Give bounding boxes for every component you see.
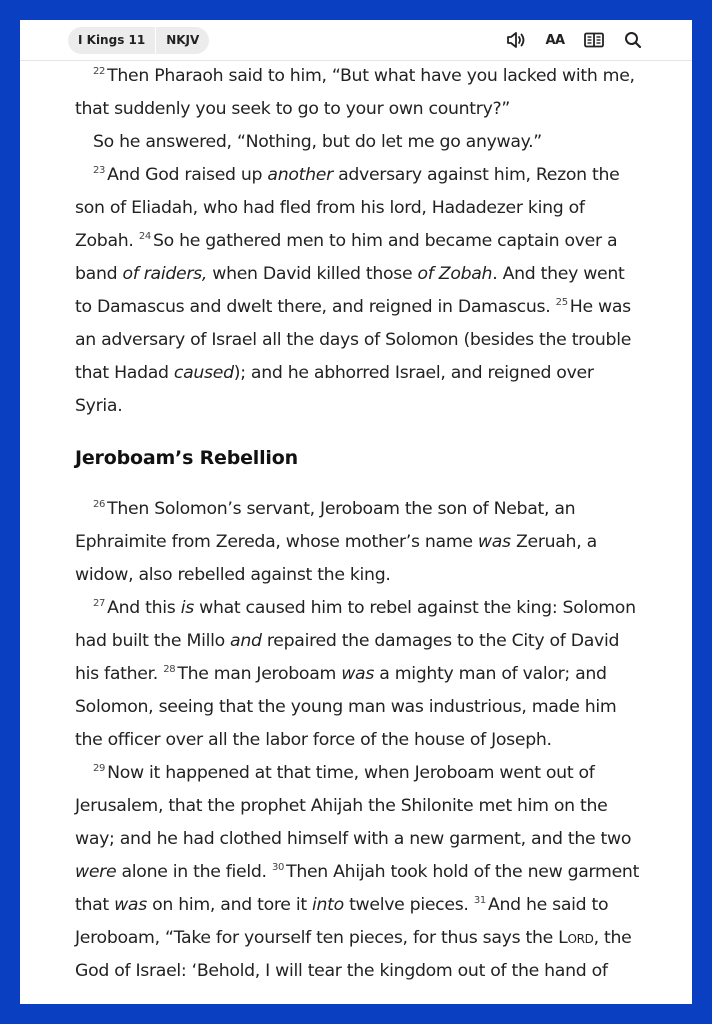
verse-number[interactable]: 25 [555,297,568,309]
toolbar [505,29,644,51]
italic-word: and [230,631,262,651]
verse-number[interactable]: 23 [93,165,106,177]
verse-number[interactable]: 28 [163,664,176,676]
italic-word: into [311,895,344,915]
italic-word: were [75,862,117,882]
verse-text: repaired the damages to the City of David his father. [75,631,620,684]
verse-text: alone in the field. [116,862,272,882]
verse-text: . And they went to Damascus and dwelt there, and reigned in Damascus. [75,264,625,317]
italic-word: of Zobah [417,264,493,284]
verse-text: And God raised up [107,165,268,185]
verse-text: Then Pharaoh said to him, “But what have you lacked with me, that suddenly you seek to go to your own country?” [75,66,635,119]
italic-word: another [267,165,333,185]
verse-number[interactable]: 30 [271,862,285,874]
verse-text: on him, and tore it [146,895,312,915]
chapter-text [75,60,640,988]
verse-text: Now it happened at that time, when Jeroboam went out of Jerusalem, that the prophet Ahijah the Shilonite met him on the way; and he had clothed himself with a new garment, and the two [75,763,632,849]
verse-number[interactable]: 29 [93,763,106,775]
verse-text: He was an adversary of Israel all the days of Solomon (besides the trouble that Hadad [75,297,632,383]
verse-number[interactable]: 22 [93,66,106,78]
verse-text: adversary against him, Rezon the son of Eliadah, who had fled from his lord, Hadadezer king of Zobah. [75,165,620,251]
bible-reader-screen [20,20,692,1004]
italic-word: was [341,664,375,684]
italic-word: was [114,895,147,915]
verse-paragraph [75,159,640,423]
verse-text: Then Ahijah took hold of the new garment that [75,862,640,915]
verse-number[interactable]: 31 [473,895,486,907]
section-heading: Jeroboam’s Rebellion [75,447,298,469]
verse-text: twelve pieces. [343,895,474,915]
divine-name: Lord [558,928,594,948]
verse-text: , the God of Israel: ‘Behold, I will tear the kingdom out of the hand of [75,928,632,981]
verse-text: So he gathered men to him and became captain over a band [75,231,618,284]
top-bar [20,20,692,61]
search-icon[interactable] [622,29,644,51]
verse-paragraph [75,592,640,757]
book-icon[interactable] [583,29,605,51]
verse-text: The man Jeroboam [177,664,342,684]
verse-text: when David killed those [207,264,418,284]
verse-text: a mighty man of valor; and Solomon, seeing that the young man was industrious, made him the officer over all the labor force of the house of Joseph. [75,664,617,750]
book-chapter-button[interactable]: I Kings 11 [78,33,146,47]
verse-text: Zeruah, a widow, also rebelled against the king. [75,532,597,585]
version-button[interactable]: NKJV [166,33,200,47]
italic-word: caused [173,363,234,383]
verse-text: Then Solomon’s servant, Jeroboam the son of Nebat, an Ephraimite from Zereda, whose mother’s name [75,499,576,552]
reference-selector [68,27,209,54]
verse-text: So he answered, “Nothing, but do let me go anyway.” [93,132,542,152]
italic-word: was [477,532,511,552]
text-size-icon[interactable]: AA [545,32,565,48]
verse-paragraph [75,493,640,592]
verse-number[interactable]: 27 [93,598,106,610]
verse-paragraph [75,60,640,126]
verse-number[interactable]: 24 [138,231,151,243]
speaker-icon[interactable] [505,29,527,51]
verse-text: And he said to Jeroboam, “Take for yourself ten pieces, for thus says the [75,895,609,948]
verse-text: ); and he abhorred Israel, and reigned over Syria. [75,363,594,416]
verse-paragraph [75,757,640,988]
verse-text: what caused him to rebel against the king: Solomon had built the Millo [75,598,636,651]
verse-paragraph [75,126,640,159]
italic-word: is [180,598,194,618]
verse-text: And this [107,598,181,618]
italic-word: of raiders, [122,264,208,284]
verse-number[interactable]: 26 [93,499,106,511]
